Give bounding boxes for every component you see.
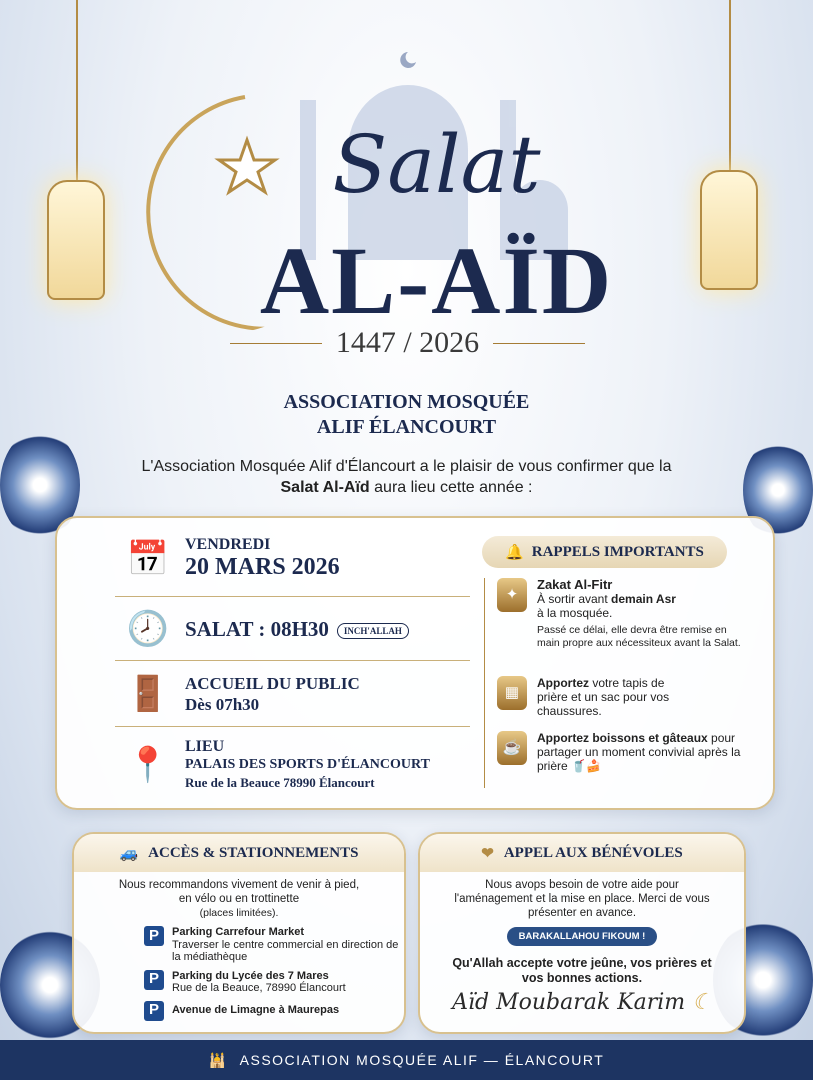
date-row [127,536,340,581]
rappel-item [497,731,747,773]
intro-line: L'Association Mosquée Alif d'Élancourt a le plaisir de vous confirmer que la [141,458,672,475]
calendar-icon: 📅 [126,539,170,578]
prayer-text: Qu'Allah accepte votre jeûne, vos prières et vos bonnes actions. [452,956,712,985]
parking-item [144,926,404,964]
rappel-item [497,578,747,649]
accueil-time: Dès 07h30 [185,695,260,714]
lieu-label: LIEU [185,738,225,755]
rappel-item [497,676,687,718]
benevoles-card [418,832,746,1034]
divider [230,343,322,344]
footer-text: ASSOCIATION MOSQUÉE ALIF — ÉLANCOURT [239,1052,605,1068]
acces-intro [114,878,364,920]
clock-icon: 🕗 [126,610,170,648]
lieu-address: Rue de la Beauce 78990 Élancourt [185,775,375,790]
acces-intro-text: Nous recommandons vivement de venir à pied, en vélo ou en trottinette [118,879,360,905]
event-card [55,516,775,810]
rappels-header [482,536,727,568]
rappel-text: à la mosquée. [537,606,613,620]
event-date: 20 MARS 2026 [185,554,340,580]
acces-title: ACCÈS & STATIONNEMENTS [148,844,359,861]
rappel-bold: demain Asr [611,592,676,606]
crescent-icon: ☾ [685,990,712,1015]
lieu-row [127,738,430,792]
title-script: Salat [332,118,541,211]
parking-detail: Traverser le centre commercial en direction de la médiathèque [172,938,399,963]
divider [484,578,485,788]
divider [493,343,585,344]
salat-row [127,608,409,650]
bell-icon: 🔔 [505,544,524,561]
accueil-row [127,673,360,715]
parking-name: Parking Carrefour Market [172,926,305,938]
divider [115,726,470,727]
heart-hands-icon: ❤ [481,845,494,862]
parking-name: Parking du Lycée des 7 Mares [172,969,329,982]
benevoles-title: APPEL AUX BÉNÉVOLES [503,844,683,861]
rappel-text: pour partager un moment convivial après la prière 🥤🍰 [537,731,741,773]
year-line [230,326,585,360]
event-day: VENDREDI [185,536,271,553]
location-pin-icon: 📍 [126,746,170,784]
lieu-name: PALAIS DES SPORTS D'ÉLANCOURT [185,757,430,772]
rappel-text: À sortir avant [537,592,612,606]
parking-icon: P [144,970,164,990]
rappel-bold: Apportez boissons et gâteaux [537,731,708,745]
title-main: AL-AÏD [259,227,614,334]
parking-name: Avenue de Limagne à Maurepas [172,1004,340,1017]
association-line: ASSOCIATION MOSQUÉE [283,391,530,413]
door-icon: 🚪 [126,675,170,713]
greeting: Aïd Moubarak Karim [452,990,686,1015]
inchallah-badge: INCH'ALLAH [337,623,409,639]
barakallah-badge: BARAKALLAHOU FIKOUM ! [507,927,658,946]
rappel-text: votre tapis de prière et un sac pour vos chaussures. [537,676,670,718]
rappel-note: Passé ce délai, elle devra être remise en main propre aux nécessiteux avant la Salat. [537,624,741,649]
rappel-bold: Apportez [537,676,589,690]
divider [115,596,470,597]
rappel-title: Zakat Al-Fitr [537,577,613,592]
intro-text [60,456,753,498]
association-name [0,390,813,440]
parking-item [144,970,404,995]
parking-item [144,1001,404,1021]
acces-note: (places limitées). [199,907,279,919]
zakat-icon: ✦ [497,578,527,612]
benevoles-header [420,834,744,872]
footer-bar [0,1040,813,1080]
parking-detail: Rue de la Beauce, 78990 Élancourt [172,982,346,994]
prayer-mat-icon: ▦ [497,676,527,710]
car-icon: 🚙 [119,845,139,862]
acces-header [74,834,404,872]
salat-time: SALAT : 08H30 [185,616,329,641]
accueil-label: ACCUEIL DU PUBLIC [185,674,360,693]
acces-card [72,832,406,1034]
rappels-title: RAPPELS IMPORTANTS [531,543,704,560]
intro-line: aura lieu cette année : [369,479,533,496]
parking-icon: P [144,926,164,946]
mosque-icon: 🕌 [208,1051,228,1068]
parking-icon: P [144,1001,164,1021]
benevoles-text: Nous avops besoin de votre aide pour l'aménagement et la mise en place. Merci de vous présenter en avance. [454,879,710,919]
intro-bold: Salat Al-Aïd [280,479,370,496]
cake-icon: ☕ [497,731,527,765]
year: 1447 / 2026 [335,326,480,359]
divider [115,660,470,661]
association-line: ALIF ÉLANCOURT [316,416,497,438]
